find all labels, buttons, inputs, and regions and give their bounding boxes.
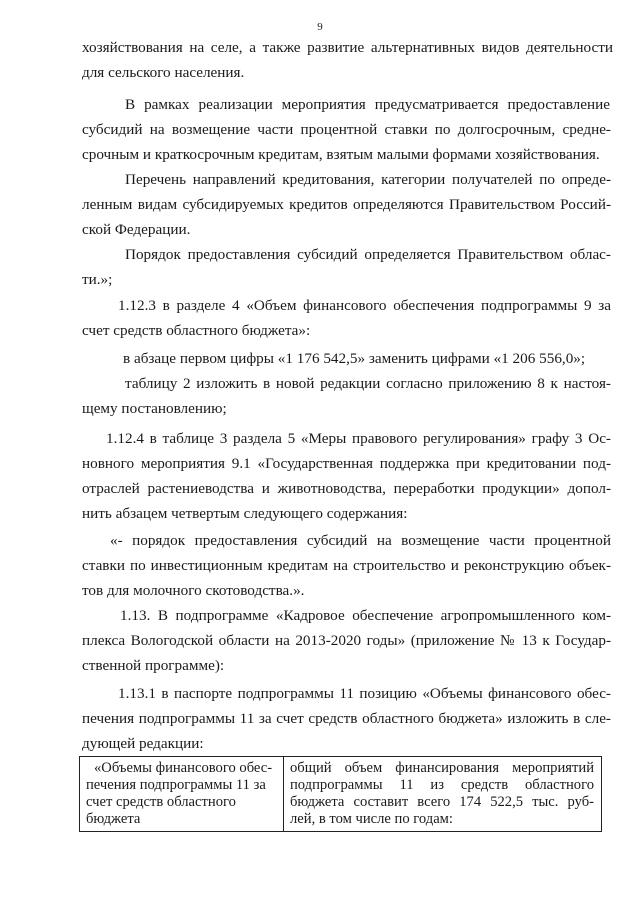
passport-table	[79, 756, 602, 832]
table-right-cell-line: бюджета составит всего 174 522,5 тыс. руб-	[290, 794, 594, 810]
text-line: ственной программе):	[82, 657, 225, 674]
table-right-cell-line: подпрограммы 11 из средств областного	[290, 777, 594, 793]
text-line: тов для молочного скотоводства.».	[82, 582, 305, 599]
text-line: дующей редакции:	[82, 735, 204, 752]
text-line: плекса Вологодской области на 2013-2020 годы» (приложение № 13 к Государ-	[82, 632, 611, 649]
text-line: «- порядок предоставления субсидий на возмещение части процентной	[110, 532, 611, 549]
page-number: 9	[317, 21, 323, 33]
table-left-cell-line: бюджета	[86, 811, 141, 827]
text-line: новного мероприятия 9.1 «Государственная поддержка при кредитовании под-	[82, 455, 611, 472]
text-line: Порядок предоставления субсидий определяется Правительством облас-	[125, 246, 611, 263]
text-line: счет средств областного бюджета»:	[82, 322, 311, 339]
text-line: ти.»;	[82, 271, 113, 288]
table-left-cell-line: печения подпрограммы 11 за	[86, 777, 266, 793]
text-line: для сельского населения.	[82, 64, 245, 81]
text-line: ставки по инвестиционным кредитам на строительство и реконструкцию объек-	[82, 557, 611, 574]
text-line: отраслей растениеводства и животноводства, переработки продукции» допол-	[82, 480, 611, 497]
text-line: 1.13. В подпрограмме «Кадровое обеспечение агропромышленного ком-	[120, 607, 611, 624]
table-left-cell-line: счет средств областного	[86, 794, 236, 810]
text-line: В рамках реализации мероприятия предусматривается предоставление	[125, 96, 610, 113]
table-right-cell-line: лей, в том числе по годам:	[290, 811, 453, 827]
text-line: нить абзацем четвертым следующего содержания:	[82, 505, 408, 522]
text-line: 1.13.1 в паспорте подпрограммы 11 позицию «Объемы финансового обес-	[118, 685, 611, 702]
text-line: печения подпрограммы 11 за счет средств областного бюджета» изложить в сле-	[82, 710, 611, 727]
table-column-divider	[283, 757, 284, 831]
table-left-cell-line: «Объемы финансового обес-	[94, 760, 273, 776]
text-line: в абзаце первом цифры «1 176 542,5» заменить цифрами «1 206 556,0»;	[123, 350, 586, 367]
text-line: срочным и краткосрочным кредитам, взятым малыми формами хозяйствования.	[82, 146, 600, 163]
text-line: щему постановлению;	[82, 400, 227, 417]
text-line: таблицу 2 изложить в новой редакции согласно приложению 8 к настоя-	[125, 375, 611, 392]
text-line: хозяйствования на селе, а также развитие альтернативных видов деятельности	[82, 39, 613, 56]
text-line: 1.12.4 в таблице 3 раздела 5 «Меры правового регулирования» графу 3 Ос-	[106, 430, 611, 447]
text-line: Перечень направлений кредитования, категории получателей по опреде-	[125, 171, 611, 188]
text-line: 1.12.3 в разделе 4 «Объем финансового обеспечения подпрограммы 9 за	[118, 297, 611, 314]
text-line: ской Федерации.	[82, 221, 191, 238]
table-right-cell-line: общий объем финансирования мероприятий	[290, 760, 594, 776]
text-line: ленным видам субсидируемых кредитов определяются Правительством Россий-	[82, 196, 611, 213]
text-line: субсидий на возмещение части процентной ставки по долгосрочным, средне-	[82, 121, 611, 138]
